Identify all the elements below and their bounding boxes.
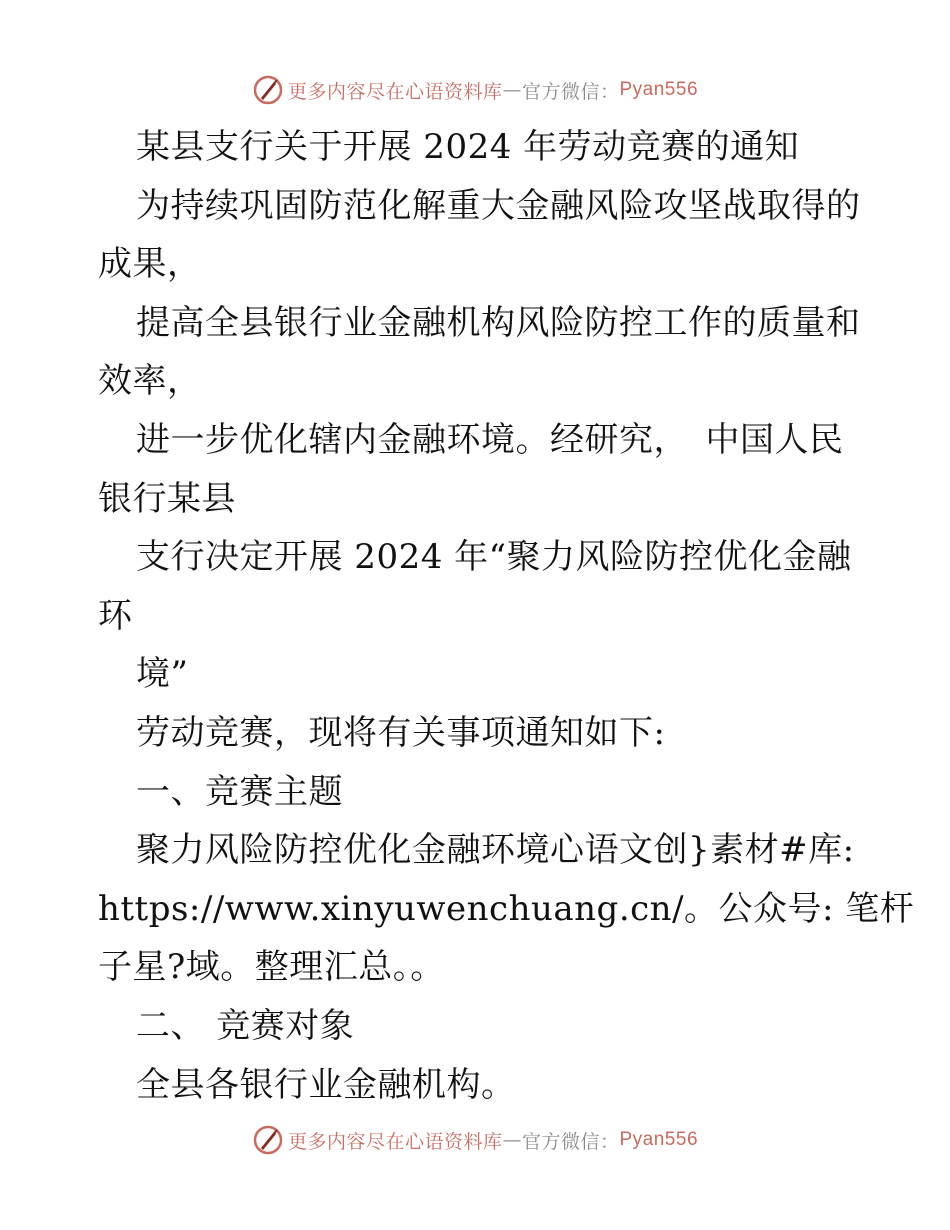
banner-dash: —	[502, 79, 522, 101]
header-watermark-banner	[0, 70, 950, 110]
quill-logo-icon	[252, 74, 284, 106]
doc-line: 提高全县银行业金融机构风险防控工作的质量和	[136, 302, 861, 343]
banner-brand-text: 更多内容尽在心语资料库	[287, 80, 503, 103]
doc-line: 效率，	[98, 361, 202, 402]
doc-line: 全县各银行业金融机构。	[136, 1064, 516, 1105]
doc-line: 聚力风险防控优化金融环境心语文创}素材#库:	[136, 830, 855, 871]
banner-wechat-label: 官方微信：	[521, 80, 620, 103]
doc-line: 为持续巩固防范化解重大金融风险攻坚战取得的	[136, 185, 861, 226]
banner-wechat-id: Pyan556	[619, 79, 699, 100]
doc-url-line: https://www.xinyuwenchuang.cn/。公众号: 笔杆	[98, 888, 915, 929]
banner-brand-text: 更多内容尽在心语资料库	[287, 1130, 503, 1153]
footer-watermark-banner	[0, 1120, 950, 1160]
doc-line: 银行某县	[98, 478, 236, 519]
doc-title: 某县支行关于开展 2024 年劳动竞赛的通知	[136, 127, 800, 167]
doc-line: 进一步优化辖内金融环境。经研究， 中国人民	[136, 419, 844, 460]
section-heading-theme: 一、竞赛主题	[136, 771, 343, 812]
quill-logo-icon	[252, 1124, 284, 1156]
doc-line: 境”	[136, 654, 189, 695]
doc-line: 劳动竞赛，现将有关事项通知如下:	[136, 712, 666, 753]
section-heading-target: 二、 竞赛对象	[136, 1005, 355, 1046]
document-body	[98, 118, 915, 1114]
doc-line: 支行决定开展 2024 年“聚力风险防控优化金融	[136, 537, 852, 578]
doc-line: 环	[98, 595, 133, 636]
banner-wechat-label: 官方微信：	[521, 1130, 620, 1153]
banner-dash: —	[502, 1129, 522, 1151]
doc-line: 成果，	[98, 244, 202, 285]
doc-line: 子星?域。整理汇总。。	[98, 947, 445, 988]
banner-wechat-id: Pyan556	[619, 1129, 699, 1150]
